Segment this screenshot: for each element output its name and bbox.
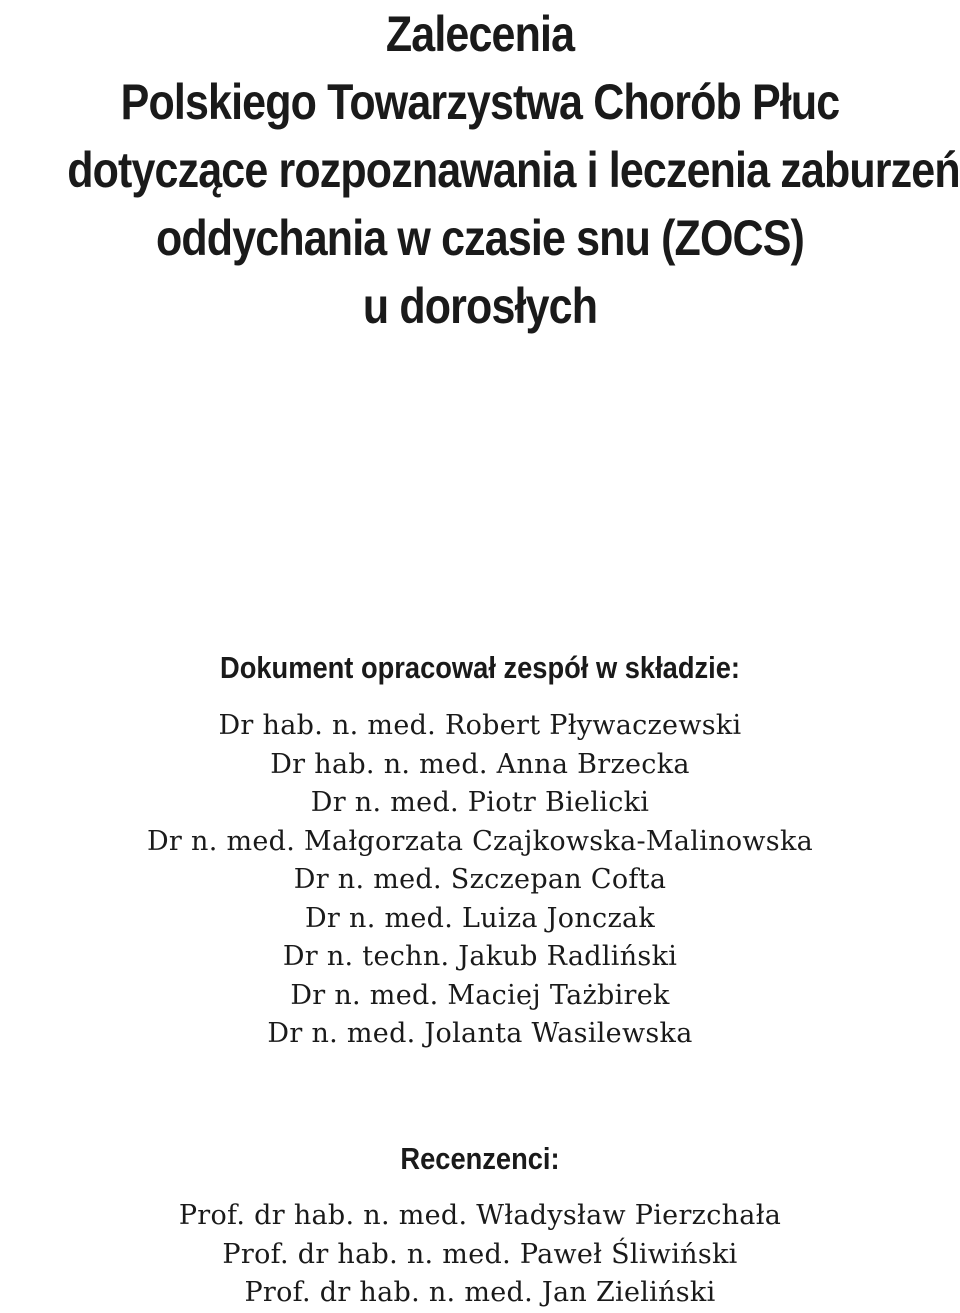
reviewer-list [0,1197,960,1313]
reviewers-heading: Recenzenci: [400,1141,560,1176]
team-member: Dr n. med. Piotr Bielicki [310,787,650,818]
title-line: Polskiego Towarzystwa Chorób Płuc [120,74,840,130]
reviewer: Prof. dr hab. n. med. Władysław Pierzchała [178,1200,782,1231]
title-line: dotyczące rozpoznawania i leczenia zaburzeń [67,142,960,198]
document-title [67,0,960,340]
title-line: u dorosłych [362,278,598,334]
team-member: Dr hab. n. med. Robert Pływaczewski [218,710,742,741]
reviewer: Prof. dr hab. n. med. Jan Zieliński [244,1277,716,1308]
title-line: oddychania w czasie snu (ZOCS) [155,210,805,266]
team-member: Dr n. techn. Jakub Radliński [282,941,678,972]
team-member: Dr n. med. Maciej Tażbirek [290,979,670,1011]
team-member: Dr hab. n. med. Anna Brzecka [270,748,690,780]
team-member-list [0,707,960,1054]
team-heading: Dokument opracował zespół w składzie: [220,650,740,685]
team-member: Dr n. med. Małgorzata Czajkowska-Malinowska [146,825,813,857]
reviewer: Prof. dr hab. n. med. Paweł Śliwiński [222,1238,738,1270]
title-line: Zalecenia [385,6,575,62]
team-member: Dr n. med. Luiza Jonczak [304,902,656,934]
team-member: Dr n. med. Szczepan Cofta [293,864,667,895]
team-member: Dr n. med. Jolanta Wasilewska [267,1018,693,1049]
